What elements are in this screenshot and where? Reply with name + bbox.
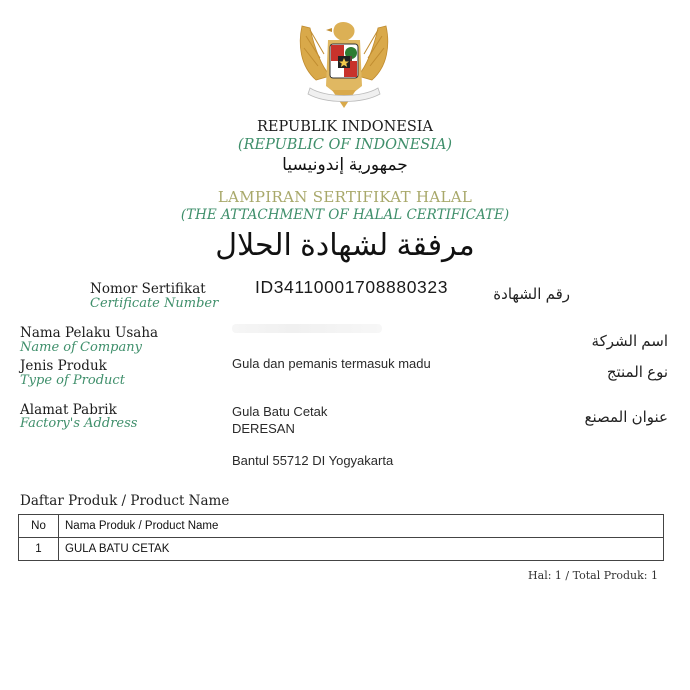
row-no: 1 (19, 538, 59, 561)
column-header-no: No (19, 515, 59, 538)
product-type-label: Jenis Produk (20, 358, 107, 374)
page-info: Hal: 1 / Total Produk: 1 (528, 569, 658, 582)
document-title-ar: مرفقة لشهادة الحلال (215, 229, 475, 262)
product-table (18, 514, 664, 561)
row-product-name: GULA BATU CETAK (59, 538, 664, 561)
company-name-label: Nama Pelaku Usaha (20, 325, 159, 341)
document-title-id: LAMPIRAN SERTIFIKAT HALAL (217, 188, 473, 206)
factory-address-line-1: Gula Batu Cetak (232, 404, 328, 419)
product-type-label-en: Type of Product (20, 373, 125, 388)
certificate-number-value: ID34110001708880323 (255, 277, 449, 297)
certificate-number-label: Nomor Sertifikat (90, 281, 206, 297)
product-type-label-ar: نوع المنتج (606, 364, 668, 381)
product-type-value: Gula dan pemanis termasuk madu (232, 356, 431, 371)
country-name-ar: جمهورية إندونيسيا (282, 155, 408, 174)
factory-address-line-3: Bantul 55712 DI Yogyakarta (232, 453, 394, 468)
company-name-label-en: Name of Company (20, 340, 142, 355)
factory-address-label-ar: عنوان المصنع (584, 409, 668, 426)
certificate-number-label-ar: رقم الشهادة (493, 286, 570, 303)
column-header-product-name: Nama Produk / Product Name (59, 515, 664, 538)
company-name-label-ar: اسم الشركة (591, 333, 668, 350)
factory-address-label: Alamat Pabrik (20, 402, 117, 418)
table-header-row (19, 515, 664, 538)
country-name-id: REPUBLIK INDONESIA (256, 119, 433, 135)
factory-address-label-en: Factory's Address (20, 416, 138, 431)
garuda-emblem-icon (296, 14, 392, 110)
country-name-en: (REPUBLIC OF INDONESIA) (237, 137, 453, 153)
certificate-number-label-en: Certificate Number (90, 296, 219, 311)
document-title-en: (THE ATTACHMENT OF HALAL CERTIFICATE) (180, 207, 510, 223)
product-list-title: Daftar Produk / Product Name (20, 493, 230, 509)
factory-address-line-2: DERESAN (232, 421, 295, 436)
table-row (19, 538, 664, 561)
company-name-redacted (232, 324, 382, 333)
